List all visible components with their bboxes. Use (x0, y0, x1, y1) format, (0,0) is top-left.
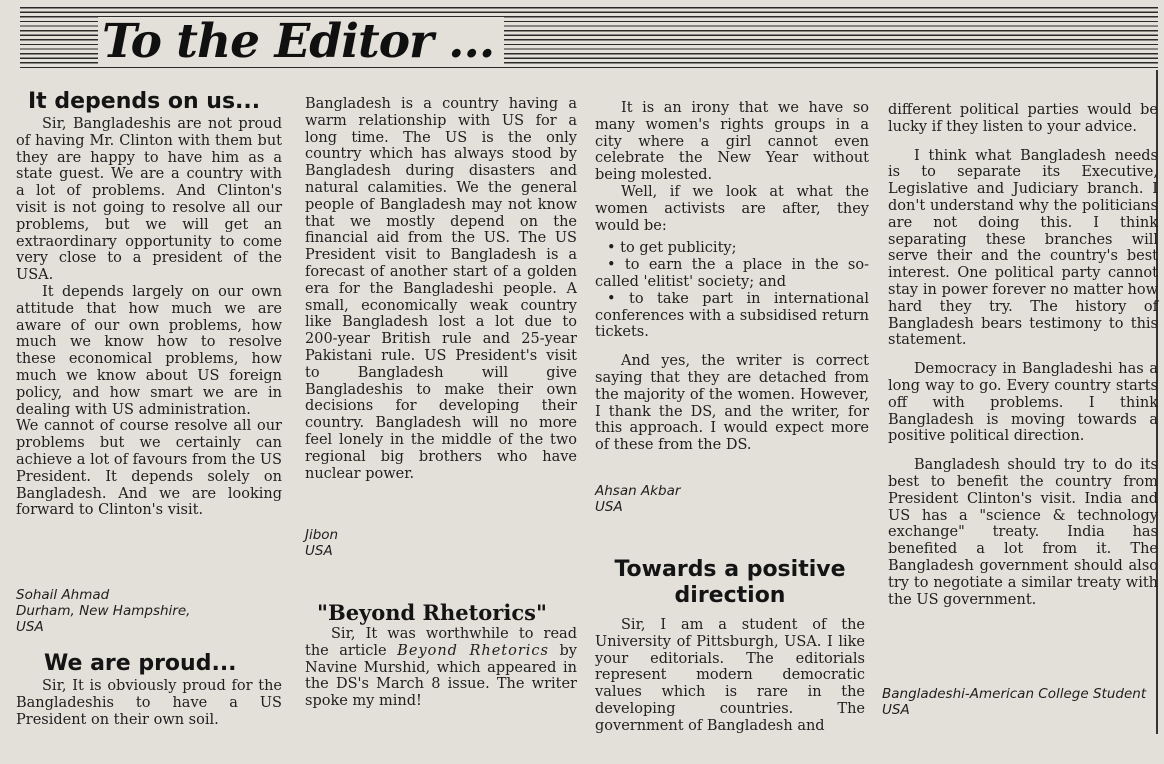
letter-continued (888, 102, 1158, 608)
letter-paragraph: Well, if we look at what the women activists are after, they would be: (595, 183, 869, 234)
letter-paragraph: different political parties would be lucky if they listen to your advice. (888, 102, 1158, 135)
letter-paragraph: Bangladesh is a country having a warm relationship with US for a long time. The US is the only country which has always stood by Bangladesh during disasters and natural calamities. We the general people of Bangladesh may not know that we mostly depend on the financial aid from the US. The US President visit to Bangladesh is a forecast of another start of a golden era for the Bangladeshi people. A small, economically weak country like Bangladesh lost a lot due to 200-year British rule and 25-year Pakistani rule. US President's visit to Bangladesh will give Bangladeshis to make their own decisions for developing their country. Bangladesh will no more feel lonely in the middle of the two regional big brothers who have nuclear power. (305, 96, 577, 482)
paragraph-text: by Navine Murshid, which appeared in the DS's March 8 issue. The writer spoke my mind! (305, 642, 577, 710)
bullet-item: • to earn the a place in the so-called 'elitist' society; and (595, 257, 869, 290)
letter-paragraph: Democracy in Bangladeshi has a long way to go. Every country starts off with problems. I think Bangladesh is moving towards a positive political direction. (888, 361, 1158, 445)
letter-paragraph (305, 626, 577, 710)
signature-name: Jibon (305, 527, 339, 543)
letter-paragraph: Bangladesh should try to do its best to benefit the country from President Clinton's visit. India and US has a "science & technology exchange" treaty. India has benefited a lot from it. The Bangladesh government should also try to negotiate a similar treaty with the US government. (888, 457, 1158, 608)
letter-paragraph: Sir, I am a student of the University of Pittsburgh, USA. I like your editorials. The editorials represent modern democratic values which is rare in the developing countries. The government of Bangladesh and (595, 617, 865, 734)
signature-country: USA (305, 543, 333, 559)
letter-paragraph: It is an irony that we have so many women's rights groups in a city where a girl cannot even celebrate the New Year without being molested. (595, 100, 869, 184)
bullet-item: • to take part in international conferences with a subsidised return tickets. (595, 290, 869, 341)
letter-paragraph: It depends largely on our own attitude that how much we are aware of our own problems, how much we know how to resolve these economical problems, how much we know about US foreign policy, and how smart we are in dealing with US administration. (16, 283, 282, 418)
signature-country: USA (595, 499, 623, 515)
letter-womens-rights (595, 100, 869, 454)
signature-country: USA (16, 619, 44, 635)
article-title: Beyond Rhetorics (397, 642, 549, 659)
signature-name: Bangladeshi-American College Student (882, 686, 1147, 702)
letter-heading: "Beyond Rhetorics" (317, 600, 547, 625)
signature-name: Sohail Ahmad (16, 587, 110, 603)
letter-paragraph: Sir, Bangladeshis are not proud of having Mr. Clinton with them but they are happy to have him as a state guest. We are a country with a lot of problems. And Clinton's visit is not going to resolve all our problems, but we will get an extraordinary opportunity to come very close to a president of the USA. (16, 116, 282, 284)
letter-heading: We are proud... (44, 651, 237, 676)
bullet-item: • to get publicity; (607, 240, 737, 257)
letter-paragraph: We cannot of course resolve all our problems but we certainly can achieve a lot of favours from the US President. It depends solely on Bangladesh. And we are looking forward to Clinton's visit. (16, 418, 282, 519)
letter-it-depends (16, 88, 282, 519)
letter-beyond-rhetorics (305, 600, 577, 710)
letter-us-relationship (305, 96, 577, 482)
paragraph-text: Sir, It was worthwhile to read the article (305, 626, 577, 659)
letter-heading: Towards a positive direction (614, 557, 846, 608)
section-title: To the Editor ... (98, 17, 504, 67)
letter-towards-positive-direction (595, 557, 865, 735)
letter-paragraph: Sir, It is obviously proud for the Bangladeshis to have a US President on their own soil. (16, 678, 282, 728)
letter-signature (16, 587, 276, 635)
letter-heading: It depends on us... (28, 89, 261, 114)
letter-signature (595, 483, 795, 515)
letter-signature (305, 527, 505, 559)
signature-name: Ahsan Akbar (595, 483, 681, 499)
letter-signature (882, 686, 1156, 718)
letter-paragraph: I think what Bangladesh needs is to separate its Executive, Legislative and Judiciary branch. I don't understand why the politicians are not doing this. I think separating these branches will serve their and the country's best interest. One political party cannot stay in power forever no matter how hard they try. The history of Bangladesh bears testimony to this statement. (888, 147, 1158, 349)
section-banner (20, 7, 1158, 69)
letter-paragraph: And yes, the writer is correct saying that they are detached from the majority of the women. However, I thank the DS, and the writer, for this approach. I would expect more of these from the DS. (595, 353, 869, 454)
letter-we-are-proud (16, 650, 282, 728)
signature-location: Durham, New Hampshire, (16, 603, 191, 619)
signature-country: USA (882, 702, 910, 718)
